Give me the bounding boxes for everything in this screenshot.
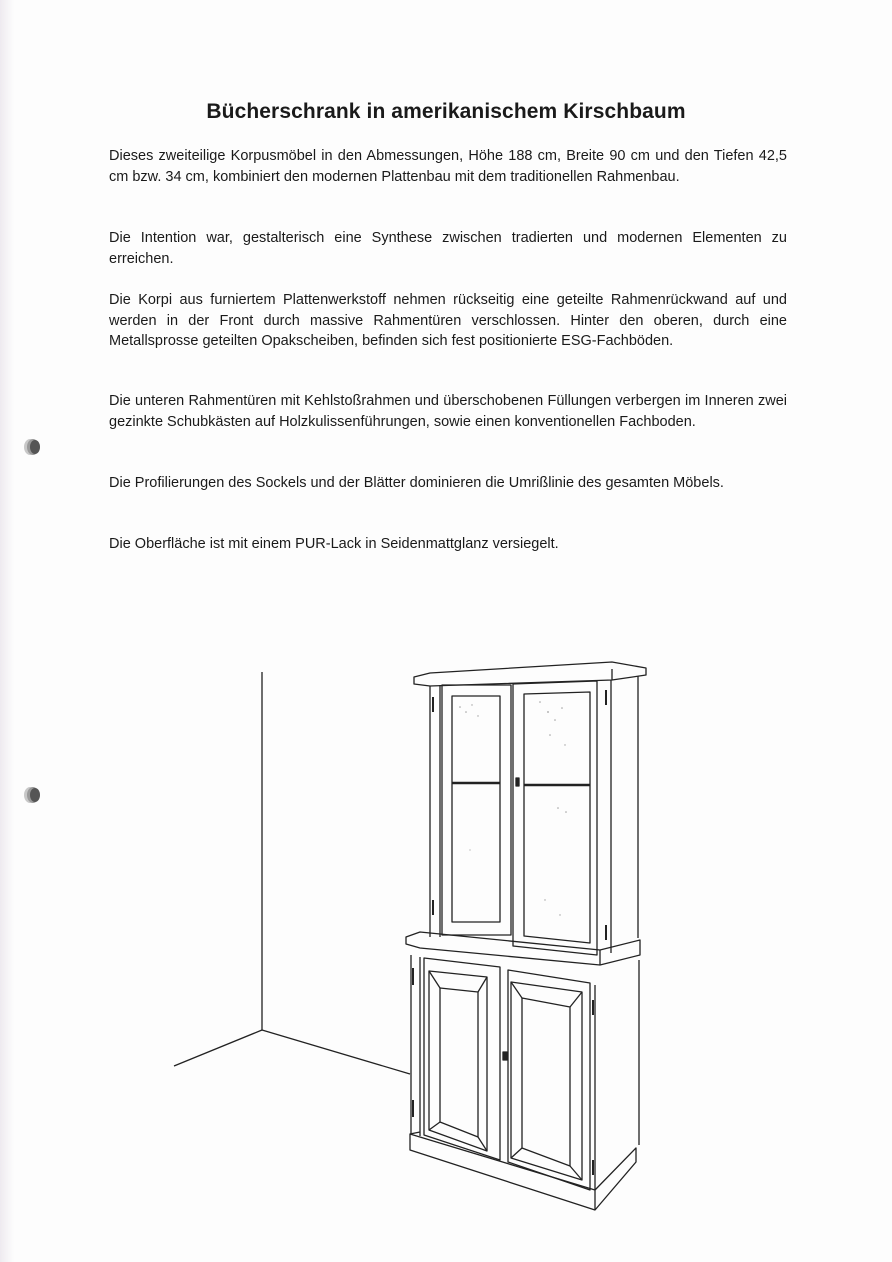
paragraph-construction: Die Korpi aus furniertem Plattenwerkstoff nehmen rückseitig eine geteilte Rahmenrückwand auf und werden in der Front durch massive Rahmentüren verschlossen. Hinter den oberen, durch eine Metallsprosse geteilten Opakscheiben, befinden sich fest positionierte ESG-Fachböden. <box>109 292 787 349</box>
document-title: Bücherschrank in amerikanischem Kirschbaum <box>206 100 686 123</box>
paragraph-surface: Die Oberfläche ist mit einem PUR-Lack in Seidenmattglanz versiegelt. <box>109 536 559 552</box>
room-corner-lines <box>174 672 410 1074</box>
lower-cabinet <box>411 955 639 1190</box>
paragraph-dimensions: Dieses zweiteilige Korpusmöbel in den Abmessungen, Höhe 188 cm, Breite 90 cm und den Tiefen 42,5 cm bzw. 34 cm, kombiniert den modernen Plattenbau mit dem traditionellen Rahmenbau. <box>109 148 787 185</box>
upper-cabinet <box>414 662 646 955</box>
paragraph-lower-doors: Die unteren Rahmentüren mit Kehlstoßrahmen und überschobenen Füllungen verbergen im Inneren zwei gezinkte Schubkästen auf Holzkulissenführungen, sowie einen konventionellen Fachboden. <box>109 393 787 430</box>
plinth <box>410 1132 636 1210</box>
paragraph-profiles: Die Profilierungen des Sockels und der Blätter dominieren die Umrißlinie des gesamten Möbels. <box>109 475 724 491</box>
paragraph-intention: Die Intention war, gestalterisch eine Synthese zwischen tradierten und modernen Elementen zu erreichen. <box>109 230 787 267</box>
